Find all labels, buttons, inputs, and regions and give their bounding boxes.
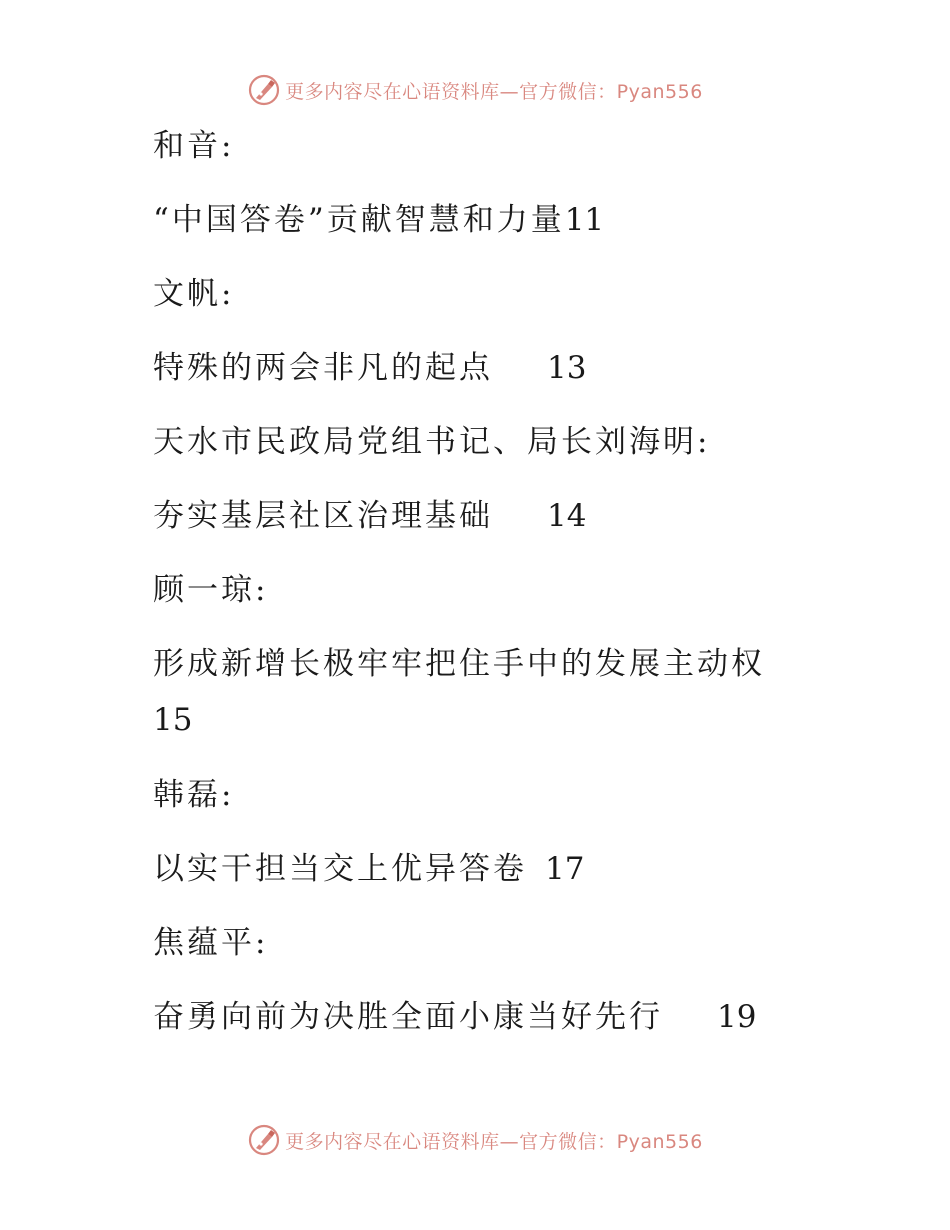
toc-page-number: 11 — [564, 202, 605, 238]
toc-page-number: 17 — [545, 851, 585, 887]
toc-page-number: 14 — [547, 498, 587, 534]
toc-author: 文帆: — [153, 276, 235, 312]
toc-title: 夯实基层社区治理基础 14 — [153, 498, 587, 534]
header-watermark — [0, 70, 950, 110]
toc-title: 形成新增长极牢牢把住手中的发展主动权 — [153, 646, 765, 682]
toc-author: 焦蕴平: — [153, 925, 269, 961]
toc-author: 天水市民政局党组书记、局长刘海明: — [153, 424, 711, 460]
toc-author: 和音: — [153, 128, 235, 164]
toc-page-number-wrapped — [153, 700, 192, 740]
toc-title: 以实干担当交上优异答卷 17 — [153, 851, 585, 887]
toc-title: 奋勇向前为决胜全面小康当好先行 19 — [153, 999, 757, 1035]
toc-author: 顾一琼: — [153, 572, 269, 608]
footer-watermark — [0, 1120, 950, 1160]
toc-page-number: 13 — [547, 350, 587, 386]
pen-nib-logo-icon — [247, 73, 281, 107]
toc-page-number: 15 — [153, 702, 193, 738]
watermark-text: 更多内容尽在心语资料库—官方微信：Pyan556 — [285, 1130, 703, 1153]
toc-page-number: 19 — [717, 999, 757, 1035]
watermark-text: 更多内容尽在心语资料库—官方微信：Pyan556 — [285, 80, 703, 103]
toc-author: 韩磊: — [153, 777, 235, 813]
pen-nib-logo-icon — [247, 1123, 281, 1157]
toc-title: “中国答卷”贡献智慧和力量11 — [153, 202, 605, 238]
toc-title: 特殊的两会非凡的起点 13 — [153, 350, 587, 386]
